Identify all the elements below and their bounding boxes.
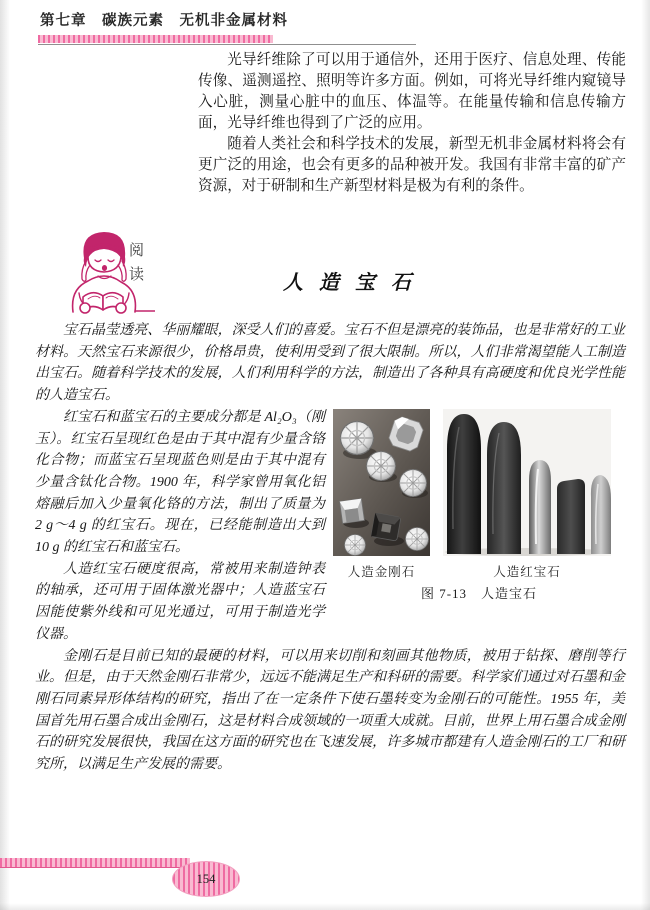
artificial-ruby-photo	[443, 409, 611, 556]
figure-caption: 图 7-13 人造宝石	[420, 585, 538, 601]
reading-section-label: 阅读	[127, 242, 143, 290]
footer-divider-band	[0, 858, 190, 868]
artificial-diamond-photo	[333, 409, 430, 556]
header-divider-rule	[38, 44, 416, 45]
intro-text-block	[198, 50, 626, 197]
page-edge-shadow-left	[0, 0, 10, 910]
page-edge-shadow-bottom	[0, 903, 650, 910]
chapter-header-title: 第七章 碳族元素 无机非金属材料	[40, 13, 288, 29]
page-number-badge	[172, 861, 240, 897]
figure-7-13	[333, 409, 625, 602]
ruby-photo-label: 人造红宝石	[493, 564, 561, 579]
figure-photo-labels	[333, 562, 625, 580]
reading-paragraph-ruby-uses: 人造红宝石硬度很高，常被用来制造钟表的轴承，还可用于固体激光器中；人造蓝宝石因能使紫外线和可见光通过，可用于制造光学仪器。	[35, 561, 325, 642]
figure-photos	[333, 409, 625, 556]
reading-paragraph-diamond: 金刚石是目前已知的最硬的材料，可以用来切削和刻画其他物质，被用于钻探、磨削等行业。但是，由于天然金刚石非常少，远远不能满足生产和科研的需要。科学家们通过对石墨和金刚石同素异形体结构的研究，指出了在一定条件下使石墨转变为金刚石的可能性。1955 年，美国首先用石墨合成出金刚石，这是材料合成领域的一项重大成就。目前，世界上用石墨合成金刚石的研究发展很快，我国在这方面的研究也在飞速发展，许多城市都建有人造金刚石的工厂和研究所，以满足生产发展的需要。	[35, 648, 625, 773]
page-number: 154	[196, 871, 216, 886]
header-divider-band	[38, 35, 273, 43]
reading-title: 人造宝石	[283, 272, 427, 294]
diamond-photo-label: 人造金刚石	[347, 564, 416, 579]
intro-paragraph-optic-fiber: 光导纤维除了可以用于通信外，还用于医疗、信息处理、传能传像、遥测遥控、照明等许多方面。例如，可将光导纤维内窥镜导入心脏，测量心脏中的血压、体温等。在能量传输和信息传输方面，光导纤维也得到了广泛的应用。	[198, 52, 626, 131]
reading-paragraph-gems-intro: 宝石晶莹透亮、华丽耀眼，深受人们的喜爱。宝石不但是漂亮的装饰品，也是非常好的工业材料。天然宝石来源很少，价格昂贵，使利用受到了很大限制。所以，人们非常渴望能人工制造出宝石。随着科学技术的发展，人们利用科学的方法，制造出了各种具有高硬度和优良光学性能的人造宝石。	[35, 323, 625, 404]
intro-paragraph-new-materials: 随着人类社会和科学技术的发展，新型无机非金属材料将会有更广泛的用途，也会有更多的品种被开发。我国有非常丰富的矿产资源，对于研制和生产新型材料是极为有利的条件。	[198, 136, 626, 194]
reading-paragraph-ruby-sapphire: 红宝石和蓝宝石的主要成分都是 Al₂O₃（刚玉）。红宝石呈现红色是由于其中混有少量含铬化合物；而蓝宝石呈现蓝色则是由于其中混有少量含钛化合物。1900 年，科学家曾用氧化铝熔融后加入少量氧化铬的方法，制出了质量为 2 g～4 g 的红宝石。现在，已经能制造出大到 10 g 的红宝石和蓝宝石。	[35, 409, 325, 556]
page-edge-shadow-right	[641, 0, 650, 910]
reading-body	[35, 320, 625, 776]
